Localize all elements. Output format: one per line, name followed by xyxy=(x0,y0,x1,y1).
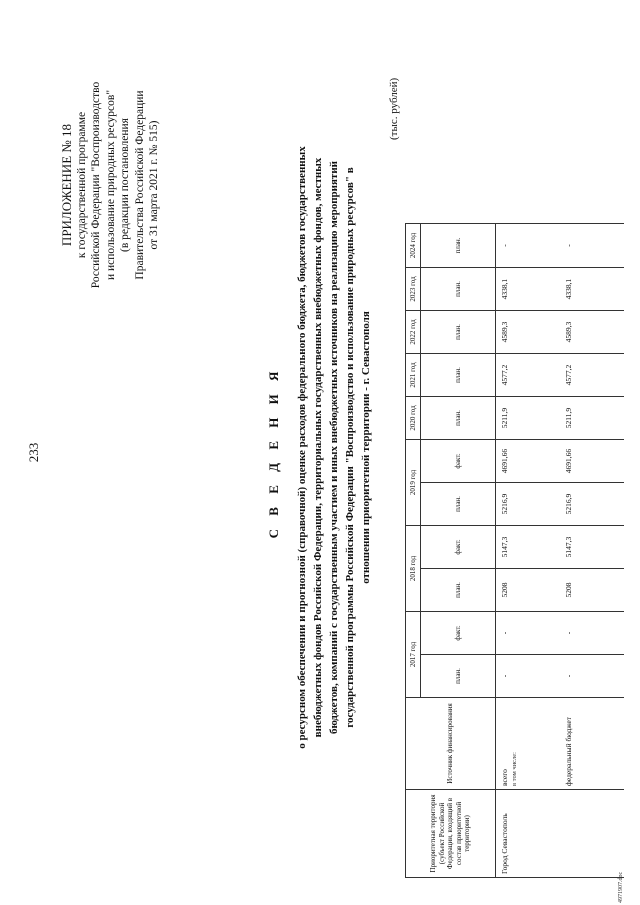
value-cell: 5211,9 xyxy=(560,397,624,440)
territory-cell: Город Севастополь xyxy=(496,790,561,878)
value-cell: 4589,3 xyxy=(560,311,624,354)
territory-cell xyxy=(560,790,624,878)
subheading-line: отношении приоритетной территории - г. Севастополя xyxy=(360,311,372,584)
appendix-block xyxy=(60,30,162,340)
subheading-line: бюджетов, компаний с государственным участием и иных внебюджетных источников на реализацию мероприятий xyxy=(328,160,340,735)
subheading-line: внебюджетных фондов Российской Федерации, территориальных государственных внебюджетных фондов, местных xyxy=(312,157,324,738)
appendix-line: от 31 марта 2021 г. № 515) xyxy=(148,120,160,250)
source-note: в том числе: xyxy=(511,752,518,786)
document-subheading xyxy=(294,30,374,865)
source-cell xyxy=(560,698,624,790)
funding-table xyxy=(405,223,624,878)
header-plan: план. xyxy=(421,569,496,612)
value-cell: - xyxy=(560,612,624,655)
header-year: 2024 год xyxy=(406,224,421,268)
file-reference: 4971907.doc xyxy=(618,871,624,903)
appendix-title: ПРИЛОЖЕНИЕ № 18 xyxy=(59,123,74,247)
value-cell: 4338,1 xyxy=(496,268,561,311)
header-year: 2023 год xyxy=(406,268,421,311)
appendix-line: и использование природных ресурсов" xyxy=(104,89,117,281)
header-year: 2018 год xyxy=(406,526,421,612)
header-fact: факт. xyxy=(421,440,496,483)
source-label: всего xyxy=(500,769,509,786)
table-row xyxy=(496,224,561,878)
value-cell: - xyxy=(560,655,624,698)
header-territory: Приоритетная территория (субъект Российской Федерации, входящий в состав приоритетной территории) xyxy=(406,790,496,878)
value-cell: 4589,3 xyxy=(496,311,561,354)
appendix-line: Российской Федерации "Воспроизводство xyxy=(90,81,102,289)
document-heading: С В Е Д Е Н И Я xyxy=(266,366,281,539)
value-cell: 4691,66 xyxy=(496,440,561,483)
header-fact: факт. xyxy=(421,612,496,655)
value-cell: 4691,66 xyxy=(560,440,624,483)
source-label: федеральный бюджет xyxy=(564,716,573,786)
value-cell: 5208 xyxy=(496,569,561,612)
header-plan: план. xyxy=(421,397,496,440)
header-plan: план. xyxy=(421,655,496,698)
appendix-line: Правительства Российской Федерации xyxy=(133,90,146,280)
appendix-line: (в редакции постановления xyxy=(119,118,131,252)
subheading-line: государственной программы Российской Федерации "Воспроизводство и использование природных ресурсов" в xyxy=(344,167,356,728)
header-plan: план. xyxy=(421,483,496,526)
table-row xyxy=(560,224,624,878)
subheading-line: о ресурсном обеспечении и прогнозной (справочной) оценке расходов федерального бюджета, бюджетов государственных xyxy=(296,146,308,749)
value-cell: - xyxy=(496,655,561,698)
value-cell: - xyxy=(496,224,561,268)
page-number: 233 xyxy=(26,442,41,463)
header-plan: план. xyxy=(421,224,496,268)
value-cell: - xyxy=(560,224,624,268)
header-plan: план. xyxy=(421,354,496,397)
value-cell: 4577,2 xyxy=(496,354,561,397)
header-year: 2017 год xyxy=(406,612,421,698)
value-cell: 5211,9 xyxy=(496,397,561,440)
value-cell: 4577,2 xyxy=(560,354,624,397)
header-year: 2019 год xyxy=(406,440,421,526)
header-plan: план. xyxy=(421,268,496,311)
value-cell: 5147,3 xyxy=(560,526,624,569)
header-year: 2020 год xyxy=(406,397,421,440)
appendix-line: к государственной программе xyxy=(75,111,88,259)
header-fact: факт. xyxy=(421,526,496,569)
value-cell: 5147,3 xyxy=(496,526,561,569)
value-cell: 5216,9 xyxy=(496,483,561,526)
units-label: (тыс. рублей) xyxy=(388,77,400,140)
header-year: 2021 год xyxy=(406,354,421,397)
value-cell: - xyxy=(496,612,561,655)
value-cell: 4338,1 xyxy=(560,268,624,311)
header-year: 2022 год xyxy=(406,311,421,354)
value-cell: 5216,9 xyxy=(560,483,624,526)
source-cell xyxy=(496,698,561,790)
header-plan: план. xyxy=(421,311,496,354)
header-source: Источник финансирования xyxy=(406,698,496,790)
value-cell: 5208 xyxy=(560,569,624,612)
